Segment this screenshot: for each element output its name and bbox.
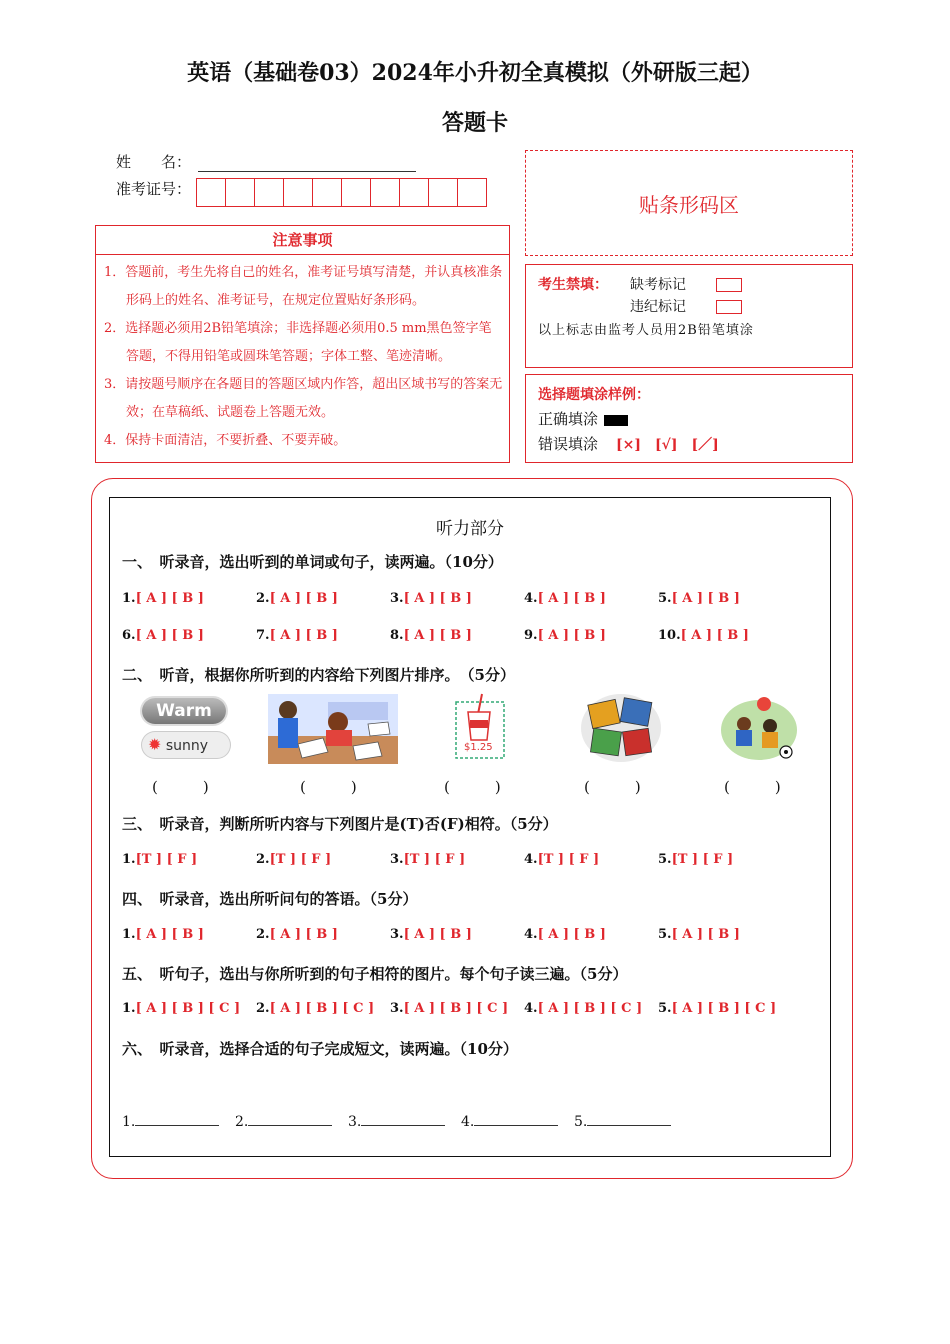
notice-item: 4．保持卡面清洁，不要折叠、不要弄破。 bbox=[104, 433, 347, 448]
section-3-title: 三、 听录音，判断所听内容与下列图片是(T)否(F)相符。（5分） bbox=[122, 815, 558, 833]
question-item[interactable]: 2.[ A ] [ B ] bbox=[256, 927, 338, 942]
section-3-row bbox=[122, 852, 812, 867]
warm-sunny-picture bbox=[138, 696, 234, 762]
id-digit-box[interactable] bbox=[313, 179, 342, 206]
question-item[interactable]: 7.[ A ] [ B ] bbox=[256, 628, 338, 643]
absent-mark-box[interactable] bbox=[716, 278, 742, 292]
filled-mark-icon bbox=[604, 415, 628, 426]
id-number-boxes[interactable] bbox=[196, 178, 487, 207]
absent-label: 缺考标记 bbox=[630, 277, 686, 293]
section-5-row bbox=[122, 1001, 812, 1016]
question-item[interactable]: 4.[ A ] [ B ] bbox=[524, 591, 606, 606]
section-6-blanks bbox=[122, 1113, 687, 1130]
question-item[interactable]: 9.[ A ] [ B ] bbox=[524, 628, 606, 643]
name-label: 姓 名： bbox=[116, 153, 192, 171]
section-6-title: 六、 听录音，选择合适的句子完成短文，读两遍。（10分） bbox=[122, 1040, 518, 1058]
question-item[interactable]: 4.[ A ] [ B ] bbox=[524, 927, 606, 942]
id-digit-box[interactable] bbox=[429, 179, 458, 206]
ban-label: 考生禁填： bbox=[538, 277, 608, 293]
section-1-row-1 bbox=[122, 591, 812, 606]
question-item[interactable]: 3.[T ] [ F ] bbox=[390, 852, 466, 867]
page-subtitle: 答题卡 bbox=[441, 110, 508, 136]
section-4-title: 四、 听录音，选出所听问句的答语。（5分） bbox=[122, 890, 418, 908]
question-item[interactable]: 4.[ A ] [ B ] [ C ] bbox=[524, 1001, 643, 1016]
question-item[interactable]: 1.[ A ] [ B ] [ C ] bbox=[122, 1001, 241, 1016]
id-digit-box[interactable] bbox=[342, 179, 371, 206]
sunny-label: sunny bbox=[165, 738, 209, 754]
order-blank[interactable]: ( ) bbox=[584, 778, 641, 796]
notice-item: 3．请按题号顺序在各题目的答题区域内作答，超出区域书写的答案无效；在草稿纸、试题卷上答题无效。 bbox=[104, 377, 503, 420]
notice-box bbox=[95, 225, 510, 463]
question-item[interactable]: 6.[ A ] [ B ] bbox=[122, 628, 204, 643]
id-digit-box[interactable] bbox=[400, 179, 429, 206]
question-item[interactable]: 5.[ A ] [ B ] bbox=[658, 591, 740, 606]
question-item[interactable]: 2.[ A ] [ B ] [ C ] bbox=[256, 1001, 375, 1016]
football-picture bbox=[720, 694, 798, 762]
correct-label: 正确填涂 bbox=[538, 410, 599, 428]
violation-label: 违纪标记 bbox=[630, 299, 686, 315]
page-title: 英语（基础卷03）2024年小升初全真模拟（外研版三起） bbox=[187, 60, 763, 86]
answer-blank[interactable]: 1. bbox=[122, 1113, 235, 1130]
violation-mark-box[interactable] bbox=[716, 300, 742, 314]
sun-icon: ✹ bbox=[148, 735, 162, 754]
warm-label: Warm bbox=[142, 698, 226, 724]
notice-heading: 注意事项 bbox=[96, 226, 509, 255]
order-blank[interactable]: ( ) bbox=[444, 778, 501, 796]
question-item[interactable]: 8.[ A ] [ B ] bbox=[390, 628, 472, 643]
exam-use-only-box bbox=[525, 264, 853, 368]
order-blank[interactable]: ( ) bbox=[724, 778, 781, 796]
question-item[interactable]: 3.[ A ] [ B ] bbox=[390, 927, 472, 942]
question-item[interactable]: 1.[ A ] [ B ] bbox=[122, 927, 204, 942]
section-1-row-2 bbox=[122, 628, 812, 643]
question-item[interactable]: 3.[ A ] [ B ] bbox=[390, 591, 472, 606]
notice-item: 1．答题前，考生先将自己的姓名，准考证号填写清楚，并认真核准条形码上的姓名、准考证号，在规定位置贴好条形码。 bbox=[104, 265, 503, 308]
barcode-area bbox=[525, 150, 853, 256]
order-blank[interactable]: ( ) bbox=[152, 778, 209, 796]
section-1-title: 一、 听录音，选出听到的单词或句子，读两遍。（10分） bbox=[122, 553, 503, 571]
question-item[interactable]: 3.[ A ] [ B ] [ C ] bbox=[390, 1001, 509, 1016]
barcode-label: 贴条形码区 bbox=[639, 192, 739, 217]
fill-sample-box bbox=[525, 374, 853, 463]
wrong-label: 错误填涂 bbox=[538, 435, 599, 453]
question-item[interactable]: 4.[T ] [ F ] bbox=[524, 852, 600, 867]
name-field[interactable] bbox=[198, 170, 416, 172]
answer-blank[interactable]: 2. bbox=[235, 1113, 348, 1130]
question-item[interactable]: 2.[ A ] [ B ] bbox=[256, 591, 338, 606]
wrong-marks: [×] [√] [／] bbox=[616, 437, 719, 453]
section-5-title: 五、 听句子，选出与你所听到的句子相符的图片。每个句子读三遍。（5分） bbox=[122, 965, 628, 983]
answer-blank[interactable]: 3. bbox=[348, 1113, 461, 1130]
question-item[interactable]: 5.[ A ] [ B ] [ C ] bbox=[658, 1001, 777, 1016]
notice-item: 2．选择题必须用2B铅笔填涂；非选择题必须用0.5 mm黑色签字笔答题，不得用铅笔或圆珠笔答题；字体工整、笔迹清晰。 bbox=[104, 321, 492, 364]
question-item[interactable]: 1.[ A ] [ B ] bbox=[122, 591, 204, 606]
id-digit-box[interactable] bbox=[458, 179, 486, 206]
question-item[interactable]: 10.[ A ] [ B ] bbox=[658, 628, 749, 643]
sample-heading: 选择题填涂样例： bbox=[538, 387, 650, 403]
id-digit-box[interactable] bbox=[226, 179, 255, 206]
question-item[interactable]: 5.[T ] [ F ] bbox=[658, 852, 734, 867]
answer-blank[interactable]: 5. bbox=[574, 1113, 687, 1130]
answer-blank[interactable]: 4. bbox=[461, 1113, 574, 1130]
question-item[interactable]: 1.[T ] [ F ] bbox=[122, 852, 198, 867]
order-blank[interactable]: ( ) bbox=[300, 778, 357, 796]
id-digit-box[interactable] bbox=[371, 179, 400, 206]
price-label: $1.25 bbox=[464, 742, 493, 753]
section-4-row bbox=[122, 927, 812, 942]
listening-heading: 听力部分 bbox=[436, 519, 504, 539]
id-digit-box[interactable] bbox=[284, 179, 313, 206]
id-digit-box[interactable] bbox=[255, 179, 284, 206]
ban-note: 以上标志由监考人员用2B铅笔填涂 bbox=[538, 323, 754, 338]
drink-price-picture bbox=[452, 692, 510, 762]
question-item[interactable]: 2.[T ] [ F ] bbox=[256, 852, 332, 867]
classroom-picture bbox=[268, 694, 398, 764]
section-2-title: 二、 听音，根据你所听到的内容给下列图片排序。 （5分） bbox=[122, 666, 515, 684]
id-digit-box[interactable] bbox=[197, 179, 226, 206]
books-picture bbox=[580, 692, 662, 764]
question-item[interactable]: 5.[ A ] [ B ] bbox=[658, 927, 740, 942]
id-label: 准考证号： bbox=[116, 180, 192, 198]
